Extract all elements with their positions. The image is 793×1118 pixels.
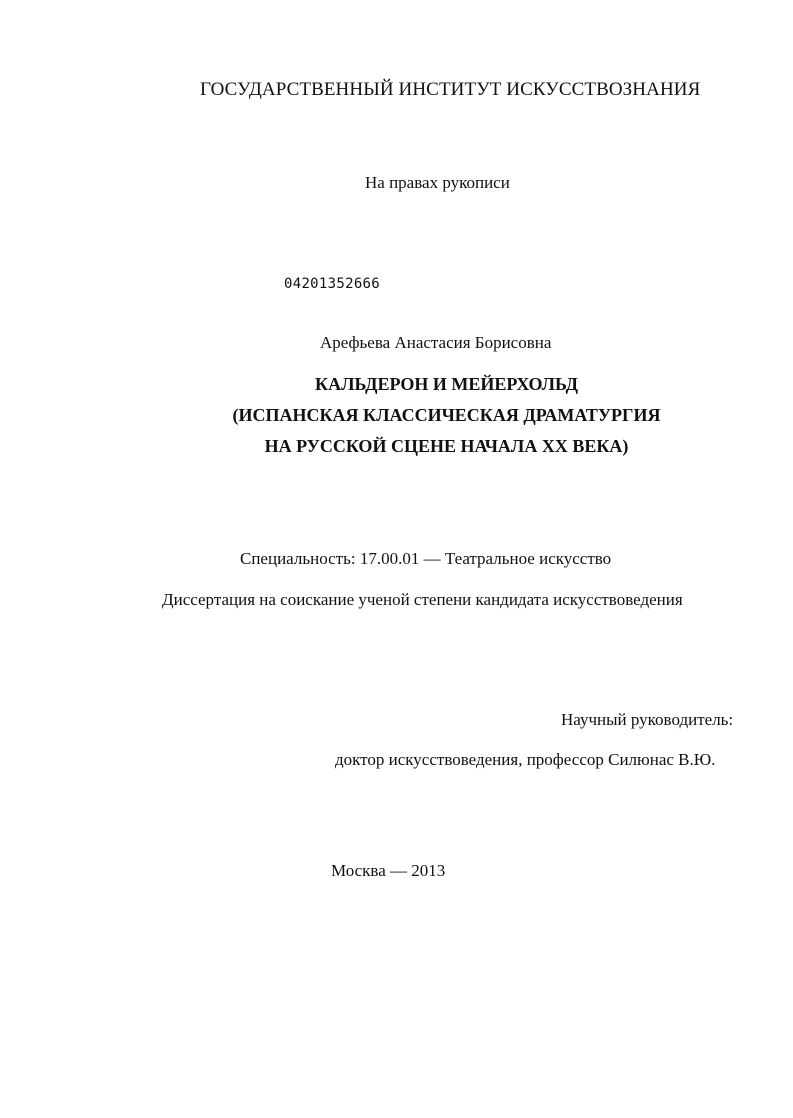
supervisor-label: Научный руководитель:: [561, 710, 734, 729]
supervisor-name: доктор искусствоведения, профессор Силюнас В.Ю.: [335, 750, 716, 769]
catalog-code: 04201352666: [284, 276, 381, 292]
title-line-2: (ИСПАНСКАЯ КЛАССИЧЕСКАЯ ДРАМАТУРГИЯ: [232, 405, 661, 425]
author-name: Арефьева Анастасия Борисовна: [320, 333, 552, 352]
institute-name: ГОСУДАРСТВЕННЫЙ ИНСТИТУТ ИСКУССТВОЗНАНИЯ: [200, 79, 701, 100]
title-line-3: НА РУССКОЙ СЦЕНЕ НАЧАЛА XX ВЕКА): [264, 436, 629, 456]
specialty: Специальность: 17.00.01 — Театральное искусство: [240, 549, 612, 568]
city-year: Москва — 2013: [331, 861, 446, 880]
title-line-1: КАЛЬДЕРОН И МЕЙЕРХОЛЬД: [315, 374, 578, 394]
dissertation-description: Диссертация на соискание ученой степени кандидата искусствоведения: [162, 590, 683, 609]
rights-note: На правах рукописи: [365, 173, 510, 192]
